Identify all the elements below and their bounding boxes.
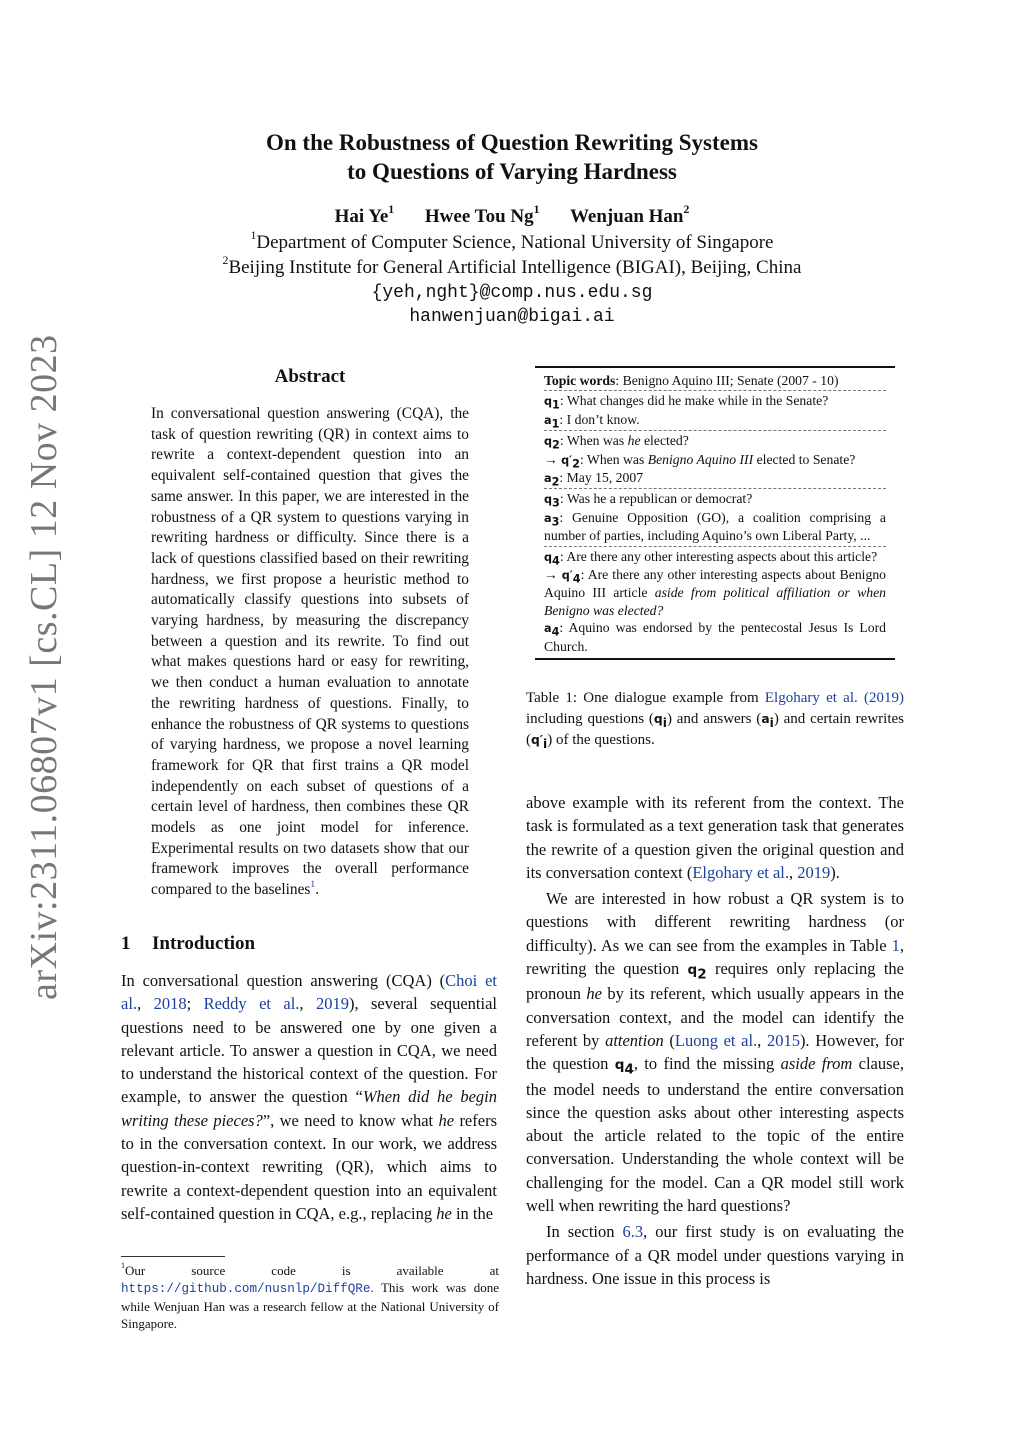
arxiv-identifier: arXiv:2311.06807v1 [cs.CL] 12 Nov 2023 (23, 334, 65, 1000)
table-row (544, 490, 886, 511)
question-symbol: q (614, 1057, 625, 1074)
paragraph: above example with its referent from the context. The task is formulated as a text generation task that generates the rewrite of a question given the original question and its conversation context (Elgohary et al., 2019). (526, 793, 904, 882)
citation-link[interactable]: Luong et al. (674, 1030, 758, 1050)
citation-link[interactable]: Elgohary et al. (692, 862, 790, 882)
symbol-index: 4 (552, 554, 560, 568)
paragraph-text: ( (663, 1030, 675, 1050)
row-text: : Aquino was endorsed by the pentecostal Jesus Is Lord Church. (544, 620, 886, 654)
footnote-text: . This work was done while Wenjuan Han was a research fellow at the National University of Singapore. (121, 1280, 499, 1331)
table-row (544, 432, 886, 450)
email-1[interactable]: {yeh,nght}@comp.nus.edu.sg (371, 283, 653, 303)
table-row (544, 392, 886, 413)
citation-link[interactable]: 2019 (315, 994, 349, 1014)
symbol-index: 4 (572, 572, 581, 586)
turn-separator (544, 390, 886, 391)
answer-symbol: a (761, 712, 770, 726)
row-emphasis: Benigno Aquino III (647, 451, 754, 467)
paragraph-text: In conversational question answering (CQA) ( (121, 971, 446, 990)
abstract-heading: Abstract (274, 366, 346, 387)
emphasis: he (436, 1203, 452, 1223)
paragraph-text: in the (451, 1203, 494, 1223)
table-row (544, 619, 886, 655)
right-column-text (526, 791, 904, 1290)
section-number: 1 (121, 933, 131, 954)
row-text: : I don’t know. (559, 411, 640, 427)
author-affiliation-mark: 1 (533, 202, 540, 216)
paragraph-text: We are interested in how robust a QR system is to questions with different rewriting hardness (or difficulty). As we can see from the examples in Table (526, 889, 904, 955)
dialogue-table (535, 366, 895, 660)
turn-separator (544, 546, 886, 547)
caption-text: Table 1: One dialogue example from (526, 690, 765, 706)
symbol-index: 3 (552, 497, 560, 511)
table-row (544, 548, 886, 566)
paragraph-text: clause, the model needs to understand the entire conversation since the question asks about other interesting aspects about the article related to the topic of the entire conversation. Understanding the whole context will be challenging for the model. Can a QR model still work well when rewriting the hard questions? (526, 1054, 905, 1216)
caption-text: ) of the questions. (547, 732, 655, 748)
table-row (544, 566, 886, 619)
footnote-ref[interactable]: 1 (310, 878, 316, 890)
citation-link[interactable]: Reddy et al. (203, 994, 300, 1014)
paragraph-text: refers to in the conversation context. In our work, we address question-in-context rewriting (QR), which aims to rewrite a context-dependent question into an equivalent self-contained question in CQA, e.g., replacing (121, 1110, 497, 1223)
turn-separator (544, 488, 886, 489)
citation-link[interactable]: 2015 (766, 1030, 800, 1050)
footnote-text: Our source code is available at (125, 1263, 499, 1278)
row-text: : Are there any other interesting aspects about Benigno Aquino III article (544, 567, 887, 601)
footnote (121, 1262, 499, 1332)
author-name: Hai Ye (334, 206, 389, 227)
paragraph-text: ). (830, 862, 840, 882)
row-text: : Are there any other interesting aspects about this article? (559, 548, 878, 564)
source-code-link[interactable]: https://github.com/nusnlp/DiffQRe (121, 1282, 371, 1296)
affiliation-2 (100, 253, 924, 279)
question-symbol: q (687, 962, 698, 979)
caption-text: ) and certain rewrites ( (526, 711, 904, 748)
row-text: : What changes did he make while in the Senate? (559, 393, 829, 409)
rewrite-symbol: q′ (531, 733, 544, 747)
symbol-index: 2 (572, 457, 580, 471)
question-symbol: q (544, 435, 553, 449)
emphasis: he (586, 984, 602, 1004)
footnote-mark: 1 (121, 1261, 126, 1271)
turn-separator (544, 430, 886, 431)
paragraph-text: by its referent, which usually appears in the conversation context, and the model can identify the referent by (526, 984, 904, 1050)
citation-link[interactable]: 2019 (797, 862, 831, 882)
caption-text: ) and answers ( (666, 711, 762, 727)
emphasis: attention (605, 1030, 664, 1050)
table-row (544, 411, 886, 429)
symbol-index: 1 (551, 417, 560, 431)
affiliation-text: Beijing Institute for General Artificial Intelligence (BIGAI), Beijing, China (228, 257, 802, 278)
paragraph (526, 1220, 904, 1290)
table-row (544, 509, 886, 545)
symbol-index: 2 (552, 438, 560, 452)
paper-title (150, 128, 874, 186)
row-text: : May 15, 2007 (559, 470, 644, 486)
paragraph-text: In section (546, 1222, 623, 1242)
author-list (150, 202, 874, 228)
symbol-index: i (769, 716, 774, 730)
emphasis: aside from (780, 1054, 853, 1074)
rewrite-symbol: q′ (561, 453, 573, 467)
emphasis: he (438, 1110, 455, 1130)
symbol-index: 1 (552, 399, 560, 413)
example-question: When did he begin writing these pieces? (121, 1087, 497, 1130)
author-name: Wenjuan Han (569, 206, 684, 227)
author-affiliation-mark: 2 (683, 202, 690, 216)
section-ref-link[interactable]: 6.3 (622, 1222, 644, 1242)
topic-label: Topic words (544, 373, 616, 388)
paragraph-text: , rewriting the question (526, 935, 904, 979)
answer-symbol: a (544, 413, 552, 427)
table-bottom-rule (535, 658, 895, 660)
row-emphasis: he (627, 433, 641, 449)
question-symbol: q (544, 493, 553, 507)
affiliation-mark: 2 (222, 253, 229, 267)
symbol-index: 2 (551, 475, 560, 489)
citation-link[interactable]: 2018 (153, 994, 187, 1014)
table-row (544, 469, 886, 487)
abstract-text: In conversational question answering (CQA), the task of question rewriting (QR) in context aims to rewrite a context-dependent question into an equivalent self-contained question that gives the same answer. In this paper, we are interested in the robustness of a QR system to questions varying in rewriting hardness or difficulty. Since there is a lack of questions classified based on their rewriting hardness, we first propose a heuristic method to automatically classify questions into subsets of varying hardness, by measuring the discrepancy between a question and its rewrite. To find out what makes questions hard or easy for rewriting, we then conduct a human evaluation to annotate the rewriting hardness of questions. Finally, to enhance the robustness of QR systems to questions of varying hardness, we propose a novel learning framework for QR that first trains a QR model independently on each subset of questions of a certain level of hardness, then combines these QR models as one joint model for inference. Experimental results on two datasets show that our framework improves the overall performance compared to the baselines (151, 405, 469, 899)
citation-link[interactable]: Elgohary et al. (764, 690, 858, 706)
title-line-1: On the Robustness of Question Rewriting Systems (266, 130, 758, 155)
row-text: elected? (640, 433, 689, 449)
row-text: : Genuine Opposition (GO), a coalition comprising a number of parties, including Aquino’s own Liberal Party, ... (544, 509, 886, 544)
paragraph-text: requires only replacing the pronoun (526, 959, 904, 1004)
question-symbol: q (544, 550, 553, 564)
title-line-2: to Questions of Varying Hardness (347, 159, 677, 184)
row-text: : When was (559, 433, 628, 449)
section-title: Introduction (152, 933, 256, 954)
row-text: elected to Senate? (753, 451, 856, 467)
citation-link[interactable]: (2019) (864, 690, 905, 706)
row-text: : When was (579, 451, 648, 467)
paragraph-text: ”, we need to know what (262, 1110, 439, 1130)
row-emphasis: aside from political affiliation or when Benigno was elected? (544, 585, 886, 618)
symbol-index: 4 (551, 626, 560, 640)
affiliation-text: Department of Computer Science, National University of Singapore (256, 232, 774, 253)
table-row (544, 451, 886, 469)
rewrite-arrow: → (544, 451, 558, 467)
caption-text: including questions ( (526, 711, 654, 727)
introduction-paragraph: In conversational question answering (CQA) (Choi et al., 2018; Reddy et al., 2019), several sequential questions need to be answered one by one given a relevant article. To answer a question in CQA, we need to understand the historical context of the question. For example, to answer the question “When did he begin writing these pieces?”, we need to know what he refers to in the conversation context. In our work, we address question-in-context rewriting (QR), which aims to rewrite a context-dependent question into an equivalent self-contained question in CQA, e.g., replacing he in the (121, 971, 497, 1223)
table-caption (526, 688, 904, 751)
email-2[interactable]: hanwenjuan@bigai.ai (409, 307, 615, 327)
author-name: Hwee Tou Ng (424, 206, 534, 227)
footnote-divider (121, 1256, 225, 1257)
paragraph-text: , to find the missing (633, 1054, 781, 1074)
paragraph: We are interested in how robust a QR system is to questions with different rewriting hardness (or difficulty). As we can see from the examples in Table 1, rewriting the question $q_2$ requires only replacing the pronoun he by its referent, which usually appears in the conversation context, and the model can identify the referent by attention (Luong et al., 2015). However, for the question $q_4$, to find the missing aside from clause, the model needs to understand the entire conversation since the question asks about other interesting aspects about the article related to the topic of the entire conversation. Understanding the whole context will be challenging for the model. Can a QR model still work well when rewriting the hard questions? (526, 889, 905, 1216)
affiliation-mark: 1 (250, 228, 257, 242)
affiliation-1 (100, 228, 924, 254)
question-symbol: q (544, 395, 553, 409)
paragraph-text: ), several sequential questions need to be answered one by one given a relevant article. To answer a question in CQA, we need to understand the historical context of the question. For example, to answer the question “ (121, 994, 497, 1107)
paragraph-text: , our first study is on evaluating the performance of a QR model under questions varying in hardness. One issue in this process is (526, 1222, 905, 1288)
symbol-index: 2 (697, 966, 707, 983)
rewrite-arrow: → (544, 567, 558, 583)
citation-link[interactable]: Choi et al. (121, 971, 497, 1014)
symbol-index: i (543, 737, 548, 751)
answer-symbol: a (544, 472, 552, 486)
paragraph-text: ). However, for the question (526, 1030, 905, 1074)
row-text: : Was he a republican or democrat? (559, 491, 753, 507)
answer-symbol: a (544, 511, 552, 525)
topic-row (544, 372, 886, 389)
author-affiliation-mark: 1 (388, 202, 395, 216)
abstract-body: In conversational question answering (CQA), the task of question rewriting (QR) in context aims to rewrite a context-dependent question into an equivalent self-contained question that gives the same answer. In this paper, we are interested in the robustness of a QR system to questions varying in rewriting hardness or difficulty. Since there is a lack of questions classified based on their rewriting hardness, we first propose a heuristic method to automatically classify questions into subsets of varying hardness, by measuring the discrepancy between a question and its rewrite. To find out what makes questions hard or easy for rewriting, we then conduct a human evaluation to annotate the rewriting hardness of questions. Finally, to enhance the robustness of QR systems to questions of varying hardness, we propose a novel learning framework for QR that first trains a QR model independently on each subset of questions of a certain level of hardness, then combines these QR models as one joint model for inference. Experimental results on two datasets show that our framework improves the overall performance compared to the baselines$^1$. (151, 405, 469, 899)
question-symbol: q (653, 712, 663, 726)
answer-symbol: a (544, 622, 552, 636)
topic-text: : Benigno Aquino III; Senate (2007 - 10) (615, 373, 839, 388)
rewrite-symbol: q′ (561, 569, 573, 583)
paragraph-text: above example with its referent from the context. The task is formulated as a text generation task that generates the rewrite of a question given the original question and its conversation context ( (526, 793, 904, 882)
symbol-index: i (662, 716, 667, 730)
symbol-index: 4 (624, 1061, 634, 1078)
section-heading-introduction (121, 933, 255, 955)
table-ref-link[interactable]: 1 (891, 935, 900, 955)
symbol-index: 3 (551, 515, 560, 529)
